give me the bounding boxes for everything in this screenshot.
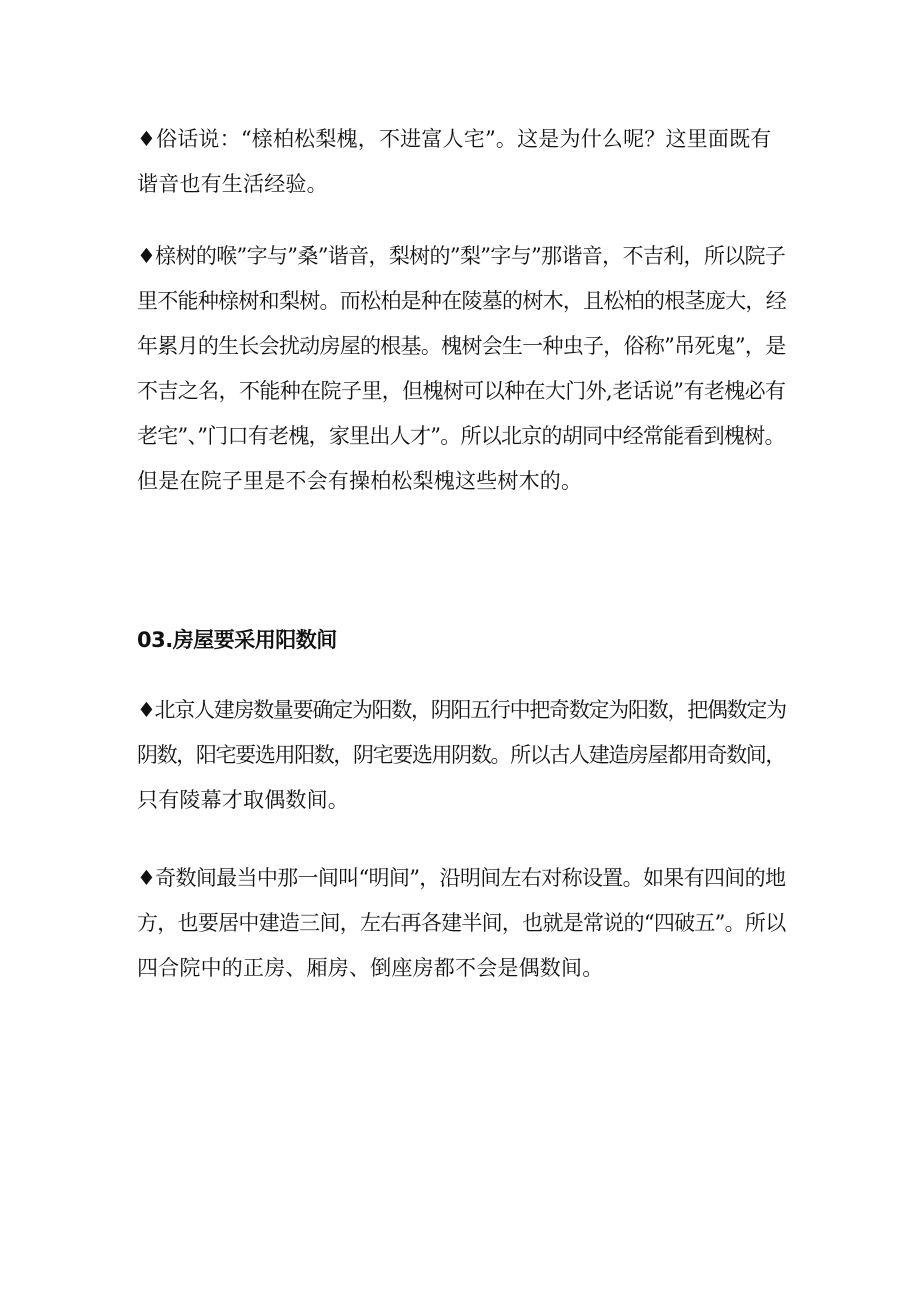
text-line: 谐音也有生活经验。 — [137, 172, 328, 196]
text-line: 阴数，阳宅要选用阳数，阴宅要选用阴数。所以古人建造房屋都用奇数间， — [137, 743, 785, 767]
section-heading: 03.房屋要采用阳数间 — [137, 628, 337, 652]
text-line: ♦北京人建房数量要确定为阳数，阴阳五行中把奇数定为阳数，把偶数定为 — [137, 698, 786, 722]
paragraph-saying — [137, 117, 792, 207]
text-line: ♦榇树的喉”字与”桑”谐音，梨树的”梨”字与”那谐音，不吉利，所以院子 — [137, 244, 786, 268]
text-line: ♦俗话说：“榇柏松梨槐，不进富人宅”。这是为什么呢？这里面既有 — [137, 127, 772, 151]
paragraph-tree-explanation — [137, 234, 792, 504]
text-line: 老宅”、”门口有老槐，家里出人才”。所以北京的胡同中经常能看到槐树。 — [137, 424, 785, 448]
paragraph-odd-numbers — [137, 688, 792, 823]
text-line: 只有陵幕才取偶数间。 — [137, 788, 349, 812]
text-line: 里不能种榇树和梨树。而松柏是种在陵墓的树木，且松柏的根茎庞大，经 — [137, 289, 786, 313]
text-line: 不吉之名，不能种在院子里，但槐树可以种在大门外,老话说”有老槐必有 — [137, 379, 786, 403]
text-line: 但是在院子里是不会有操柏松梨槐这些树木的。 — [137, 469, 583, 493]
text-line: 方，也要居中建造三间，左右再各建半间，也就是常说的“四破五”。所以 — [137, 911, 786, 935]
text-line: ♦奇数间最当中那一间叫“明间”，沿明间左右对称设置。如果有四间的地 — [137, 866, 786, 890]
paragraph-central-room — [137, 856, 792, 991]
text-line: 年累月的生长会扰动房屋的根基。槐树会生一种虫子，俗称”吊死鬼”，是 — [137, 334, 786, 358]
text-line: 四合院中的正房、厢房、倒座房都不会是偶数间。 — [137, 956, 604, 980]
